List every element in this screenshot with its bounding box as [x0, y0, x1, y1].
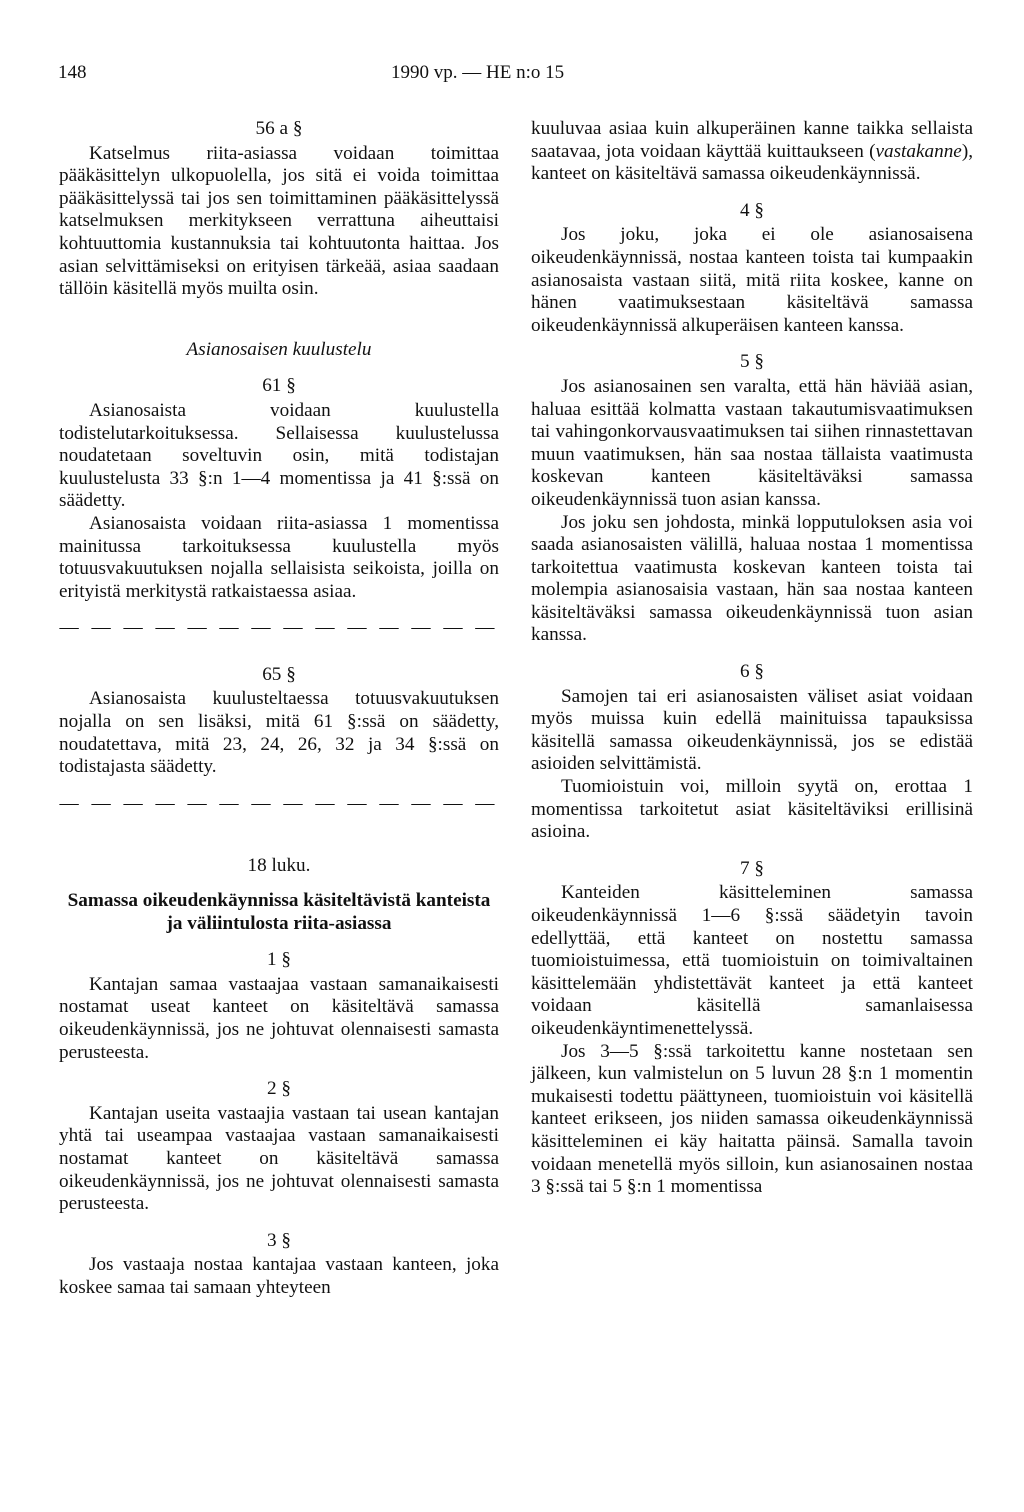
section-heading-1: 1 §: [267, 949, 291, 971]
section-heading-5: 5 §: [740, 351, 764, 373]
omission-dashes: — — — — — — — — — — — — — —: [59, 617, 499, 639]
section-3-text: Jos vastaaja nostaa kantajaa vastaan kanteen, joka koskee samaa tai samaan yhteyteen: [59, 1254, 499, 1298]
omission-dashes: — — — — — — — — — — — — — —: [59, 792, 499, 814]
page-header: [58, 62, 565, 92]
section-6-paragraph-2: Tuomioistuin voi, milloin syytä on, erottaa 1 momentissa tarkoitetut asiat käsiteltäviksi erillisinä asioina.: [531, 776, 973, 843]
section-1-text: Kantajan samaa vastaajaa vastaan samanaikaisesti nostamat useat kanteet on käsiteltävä samassa oikeudenkäynnissä, jos ne johtuvat olennaisesti samasta perusteesta.: [59, 973, 499, 1063]
right-column: [531, 118, 973, 1199]
section-title-asianosaisen-kuulustelu: Asianosaisen kuulustelu: [186, 338, 372, 360]
chapter-title: Samassa oikeudenkäynnissa käsiteltävistä kanteista ja väliintulosta riita-asiassa: [67, 890, 491, 934]
section-5-paragraph-2: Jos joku sen johdosta, minkä lopputuloksen asia voi saada asianosaisten välillä, haluaa nostaa 1 momentissa tarkoitettua vaatimusta koskevan kanteen toista tai molempia asianosaisia vastaan, hän saa nostaa kanteen käsiteltäväksi samassa oikeudenkäynnissä tuon asian kanssa.: [531, 511, 973, 646]
left-column: [59, 118, 499, 1300]
chapter-number: 18 luku.: [247, 855, 311, 877]
section-3-continuation: kuuluvaa asiaa kuin alkuperäinen kanne taikka sellaista saatavaa, jota voidaan käyttää kuittaukseen (vastakanne), kanteet on käsiteltävä samassa oikeudenkäynnissä.: [531, 118, 973, 185]
section-61-paragraph-2: Asianosaista voidaan riita-asiassa 1 momentissa mainitussa tarkoituksessa kuulustella myös totuusvakuutuksen nojalla sellaisista seikoista, joilla on erityistä merkitystä ratkaistaessa asiaa.: [59, 512, 499, 602]
page-number: 148: [58, 62, 87, 83]
section-7-paragraph-1: Kanteiden käsitteleminen samassa oikeudenkäynnissä 1—6 §:ssä säädetyin tavoin edellyttää, että kanteet on nostettu samassa tuomioistuimessa, että tuomioistuin on toimivaltainen käsittelemään yhdistettävät kanteet ja että kanteet voidaan käsitellä samanlaisessa oikeudenkäyntimenettelyssä.: [531, 882, 973, 1039]
section-heading-3: 3 §: [267, 1229, 291, 1251]
section-7-paragraph-2: Jos 3—5 §:ssä tarkoitettu kanne nostetaan sen jälkeen, kun valmistelun on 5 luvun 28 §:n 1 momentin mukaisesti todettu päättyneen, tuomioistuin voi käsitellä kanteet erikseen, jos niiden samassa oikeudenkäynnissä käsitteleminen ei käy haitatta päinsä. Samalla tavoin voidaan menetellä myös silloin, kun asianosainen nostaa 3 §:ssä tai 5 §:n 1 momentissa: [531, 1040, 973, 1198]
section-heading-61: 61 §: [262, 375, 296, 397]
section-heading-65: 65 §: [262, 663, 296, 685]
section-6-paragraph-1: Samojen tai eri asianosaisten väliset asiat voidaan myös muissa kuin edellä mainituissa tapauksissa käsitellä samassa oikeudenkäynnissä, jos se edistää asioiden selvittämistä.: [531, 685, 973, 775]
section-heading-4: 4 §: [740, 199, 764, 221]
section-3-cont-text: kuuluvaa asiaa kuin alkuperäinen kanne taikka sellaista saatavaa, jota voidaan käyttää kuittaukseen: [531, 118, 973, 162]
section-65-text: Asianosaista kuulusteltaessa totuusvakuutuksen nojalla on sen lisäksi, mitä 61 §:ssä on säädetty, noudatettava, mitä 23, 24, 26, 32 ja 34 §:ssä on todistajasta säädetty.: [59, 688, 499, 778]
section-61-paragraph-1: Asianosaista voidaan kuulustella todistelutarkoituksessa. Sellaisessa kuulustelussa noudatetaan soveltuvin osin, mitä todistajan kuulustelusta 33 §:n 1—4 momentissa ja 41 §:ssä on säädetty.: [59, 399, 499, 512]
section-2-text: Kantajan useita vastaajia vastaan tai usean kantajan yhtä tai useampaa vastaajaa vastaan samanaikaisesti nostamat kanteet on käsiteltävä samassa oikeudenkäynnissä, jos ne johtuvat olennaisesti samasta perusteesta.: [59, 1102, 499, 1215]
section-heading-56a: 56 a §: [255, 118, 303, 139]
section-4-text: Jos joku, joka ei ole asianosaisena oikeudenkäynnissä, nostaa kanteen toista tai kumpaakin asianosaista vastaan siitä, mitä riita koskee, kanne on hänen vaatimuksestaan käsiteltävä samassa oikeudenkäynnissä alkuperäisen kanteen kanssa.: [531, 224, 973, 336]
section-heading-2: 2 §: [267, 1078, 291, 1100]
running-head: 1990 vp. — HE n:o 15: [391, 62, 565, 83]
section-3-cont-end: ), kanteet on käsiteltävä samassa oikeudenkäynnissä.: [531, 140, 973, 185]
section-56a-text: Katselmus riita-asiassa voidaan toimittaa pääkäsittelyn ulkopuolella, jos sitä ei voida toimittaa pääkäsittelyssä tai jos sen toimittaminen pääkäsittelyssä katselmuksen merkitykseen verrattuna aiheuttaisi kohtuuttomia kustannuksia tai kohtuutonta haittaa. Jos asian selvittämiseksi on erityisen tärkeää, asiaa saadaan tällöin käsitellä myös muilta osin.: [59, 142, 499, 300]
section-heading-7: 7 §: [740, 857, 764, 879]
section-heading-6: 6 §: [740, 661, 764, 683]
term-vastakanne: vastakanne: [875, 140, 962, 162]
section-5-paragraph-1: Jos asianosainen sen varalta, että hän häviää asian, haluaa esittää kolmatta vastaan takautumisvaatimuksen tai vahingonkorvausvaatimuksen tai siihen rinnastettavan muun vaatimuksen, hän saa nostaa tällaista vaatimusta koskevan kanteen käsiteltäväksi samassa oikeudenkäynnissä tuon asian kanssa.: [531, 375, 973, 510]
